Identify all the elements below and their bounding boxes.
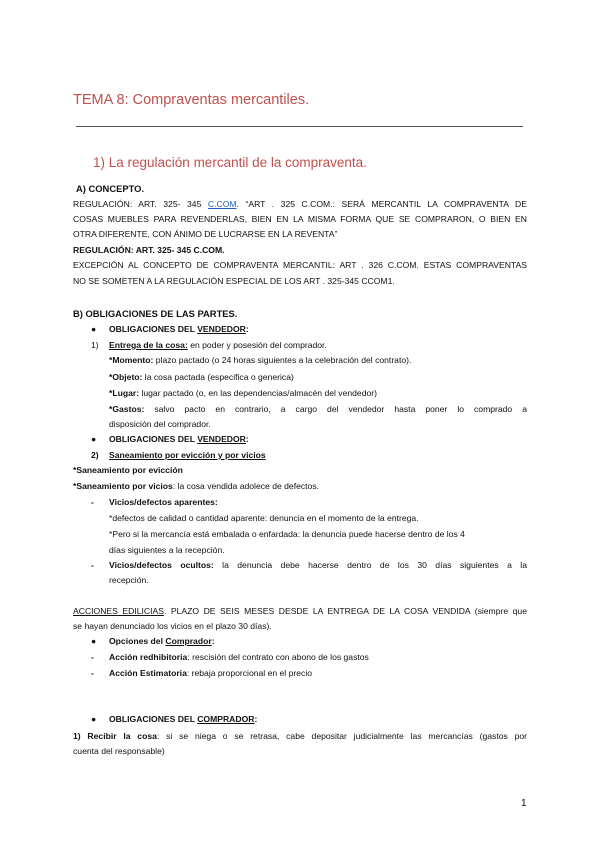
section-heading: 1) La regulación mercantil de la compraventa. [93,155,367,170]
bullet-icon: ● [91,324,97,334]
text: . PLAZO DE SEIS MESES DESDE LA ENTREGA DE LA COSA VENDIDA (siempre que [163,606,527,616]
recibir-line-1 [73,729,527,744]
text: la denuncia debe hacerse dentro de los 30 días siguientes a la [213,560,527,570]
text: : la cosa vendida adolece de defectos. [172,481,320,491]
label: *Momento: [109,355,154,365]
concept-text: . “ART . 325 C.COM.: SERÁ MERCANTIL LA COMPRAVENTA DE [236,199,527,209]
text: lugar pactado (o, en las dependencias/almacén del vendedor) [139,388,377,398]
aparentes-line-3: días siguientes a la recepción. [109,545,225,555]
label: Saneamiento por evicción y por vicios [109,450,266,460]
label: Acción Estimatoria [109,668,187,678]
bullet-icon: ● [91,714,97,724]
seller-obligations-title [91,322,249,337]
label: Opciones del [109,636,166,646]
bullet-icon: ● [91,636,97,646]
text: : si se niega o se retrasa, cabe depositar judicialmente las mercancías (gastos por [156,731,527,741]
label: Vicios/defectos aparentes: [109,497,218,507]
concept-line-6: NO SE SOMETEN A LA REGULACIÓN ESPECIAL DE LOS ART . 325-345 CCOM1. [73,276,395,286]
label: OBLIGACIONES DEL [109,714,198,724]
saneamiento-item [91,448,266,463]
ccom-link[interactable]: C.COM [207,199,237,209]
label: *Lugar: [109,388,140,398]
redhibitoria-item [91,650,369,665]
text: : rescisión del contrato con abono de los gastos [187,652,369,662]
concept-heading: A) CONCEPTO. [76,183,145,194]
label-emph: VENDEDOR [197,324,246,334]
vicios-line [73,479,319,494]
ocultos-line-2: recepción. [109,575,149,585]
label: *Objeto: [109,372,143,382]
lugar-line [109,386,377,401]
label: *Saneamiento por vicios [73,481,173,491]
delivery-item [91,338,327,353]
label: ACCIONES EDILICIAS [73,606,164,616]
label-emph: VENDEDOR [197,434,246,444]
label: OBLIGACIONES DEL [109,434,198,444]
bullet-icon: ● [91,434,97,444]
document-title: TEMA 8: Compraventas mercantiles. [73,92,310,108]
concept-line-2: COSAS MUEBLES PARA REVENDERLAS, BIEN EN LA MISMA FORMA QUE SE COMPRARON, O BIEN EN [73,214,527,224]
text: la cosa pactada (especifica o generica) [142,372,294,382]
objeto-line [109,370,294,385]
label: *Gastos: [109,404,145,414]
dash-icon: - [91,652,94,662]
gastos-line [109,402,527,417]
concept-line-4: REGULACIÓN: ART. 325- 345 C.COM. [73,245,225,255]
dash-icon: - [91,668,94,678]
aparentes-line-2: *Pero si la mercancía está embalada o enfardada: la denuncia puede hacerse dentro de los 4 [109,529,465,539]
concept-line-1 [73,197,527,212]
aparentes-item [91,495,218,510]
text: en poder y posesión del comprador. [187,340,327,350]
buyer-obligations-title [91,712,257,727]
seller-obligations-title-2 [91,432,249,447]
label: OBLIGACIONES DEL [109,324,198,334]
concept-line-5: EXCEPCIÓN AL CONCEPTO DE COMPRAVENTA MERCANTIL: ART . 326 C.COM. ESTAS COMPRAVENTAS [73,260,527,270]
dash-icon: - [91,497,94,507]
label: : [254,714,258,724]
aparentes-line-1: *defectos de calidad o cantidad aparente: denuncia en el momento de la entrega. [109,513,419,523]
list-number: 2) [91,450,99,460]
text: plazo pactado (o 24 horas siguientes a la celebración del contrato). [153,355,412,365]
obligations-heading: B) OBLIGACIONES DE LAS PARTES. [73,308,238,319]
concept-line-3: OTRA DIFERENTE, CON ÁNIMO DE LUCRARSE EN LA REVENTA” [73,229,338,239]
recibir-line-2: cuenta del responsable) [73,746,165,756]
text: : rebaja proporcional en el precio [186,668,313,678]
label: Vicios/defectos ocultos: [109,560,214,570]
label-emph: COMPRADOR [197,714,255,724]
text: salvo pacto en contrario, a cargo del vendedor hasta poner lo comprado a [144,404,527,414]
acciones-line-1 [73,604,527,619]
label: Acción redhibitoria [109,652,188,662]
buyer-options-title [91,634,215,649]
page-number: 1 [521,798,527,809]
eviction-line: *Saneamiento por evicción [73,465,183,475]
acciones-line-2: se hayan denunciado los vicios en el plazo 30 días). [73,621,272,631]
label: Entrega de la cosa: [109,340,188,350]
dash-icon: - [91,560,94,570]
label: : [211,636,215,646]
ocultos-item [91,558,527,573]
momento-line [109,353,411,368]
label: : [245,324,249,334]
estimatoria-item [91,666,312,681]
label: : [245,434,249,444]
list-number: 1) [91,340,99,350]
gastos-line-2: disposición del comprador. [109,419,211,429]
title-divider [76,126,523,127]
label: 1) Recibir la cosa [73,731,157,741]
label-emph: Comprador [165,636,212,646]
concept-text: REGULACIÓN: ART. 325- 345 [73,199,208,209]
